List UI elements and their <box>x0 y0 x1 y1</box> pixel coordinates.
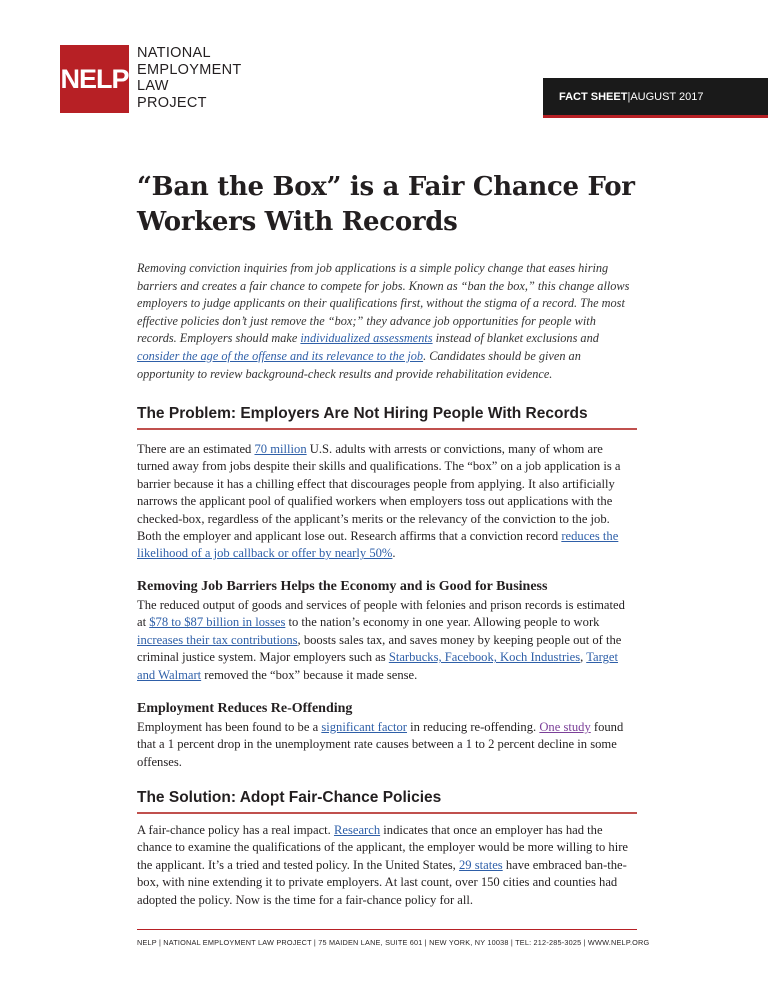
solution-heading: The Solution: Adopt Fair-Chance Policies <box>137 789 637 814</box>
significant-factor-link[interactable]: significant factor <box>321 720 408 734</box>
solution-text: indicates that once an employer has had the chance to examine the qualifications of the applicant, the employer would be more willing to hire the applicant. It’s a tried and tested policy. In the United States, <box>137 823 628 872</box>
callback-reduction-link[interactable]: reduces the likelihood of a job callback or offer by nearly 50% <box>137 529 619 561</box>
logo-line: NATIONAL <box>137 45 211 61</box>
logo-line: LAW <box>137 78 169 94</box>
reoffending-heading: Employment Reduces Re-Offending <box>137 701 353 716</box>
29-states-link[interactable]: 29 states <box>458 857 503 872</box>
age-of-offense-link[interactable]: consider the age of the offense and its relevance to the job <box>137 348 424 363</box>
nelp-logo <box>60 45 242 113</box>
intro-text: . Candidates should be given an opportunity to review background-check results and provide rehabilitation evidence. <box>137 348 581 381</box>
reoffending-text: in reducing re-offending. <box>407 720 540 734</box>
logo-line: PROJECT <box>137 94 207 111</box>
70-million-link[interactable]: 70 million <box>254 442 307 456</box>
solution-paragraph <box>137 822 637 909</box>
reoffending-text: found that a 1 percent drop in the unemployment rate causes between a 1 to 2 percent decline in some offenses. <box>137 720 624 769</box>
reoffending-paragraph <box>137 719 637 771</box>
major-employers-link[interactable]: Starbucks, Facebook, Koch Industries <box>388 650 581 665</box>
economy-text: , boosts sales tax, and saves money by keeping people out of the criminal justice system. Major employers such as <box>137 632 622 665</box>
economy-text: to the nation’s economy in one year. Allowing people to work <box>285 615 600 630</box>
solution-text: have embraced ban-the-box, with nine extending it to private employers. At last count, over 150 cities and counties had adopted the policy. Now is the time for a fair-chance policy for all. <box>137 857 627 907</box>
economy-text: , <box>580 650 587 665</box>
reoffending-text: Employment has been found to be a <box>137 720 322 734</box>
page-title: “Ban the Box” is a Fair Chance For Workers With Records <box>137 172 635 237</box>
economy-text: removed the “box” because it made sense. <box>201 667 418 682</box>
intro-text: Removing conviction inquiries from job applications is a simple policy change that eases hiring barriers and creates a fair chance to compete for jobs. Known as “ban the box,” this change allows employers to judge applicants on their qualifications first, without the stigma of a record. The most effective policies don’t just remove the “box;” they advance job opportunities for people with records. Employers should make <box>137 261 630 346</box>
logo-line: EMPLOYMENT <box>137 61 242 78</box>
fact-sheet-label: FACT SHEET <box>559 90 628 103</box>
individualized-assessments-link[interactable]: individualized assessments <box>300 331 433 346</box>
economy-paragraph <box>137 597 637 684</box>
tax-contributions-link[interactable]: increases their tax contributions <box>137 632 298 647</box>
problem-text: There are an estimated <box>137 442 255 456</box>
solution-text: A fair-chance policy has a real impact. <box>137 823 334 837</box>
intro-text: instead of blanket exclusions and <box>432 331 599 346</box>
one-study-link[interactable]: One study <box>539 720 591 734</box>
problem-heading: The Problem: Employers Are Not Hiring People With Records <box>137 405 637 430</box>
logo-wordmark <box>137 45 242 111</box>
research-link[interactable]: Research <box>333 823 381 837</box>
problem-text: . <box>392 546 396 561</box>
page-footer: NELP | NATIONAL EMPLOYMENT LAW PROJECT | 75 MAIDEN LANE, SUITE 601 | NEW YORK, NY 10038 | TEL: 212-285-3025 | WWW.NELP.ORG <box>137 938 650 947</box>
fact-sheet-date: AUGUST 2017 <box>630 90 704 103</box>
problem-text: U.S. adults with arrests or convictions, many of whom are turned away from jobs despite their skills and qualifications. The “box” on a job application is a barrier because it has a chilling effect that discourages people from applying. It also artificially narrows the applicant pool of qualified workers when employers toss out applications with the checked-box, regardless of the applicant’s merits or the relevancy of the conviction to the job. Both the employer and applicant lose out. Research affirms that a conviction record <box>137 442 621 544</box>
fact-sheet-separator: | <box>627 90 631 103</box>
economy-text: The reduced output of goods and services of people with felonies and prison records is estimated at <box>137 598 625 630</box>
economy-heading: Removing Job Barriers Helps the Economy and is Good for Business <box>137 579 548 594</box>
problem-paragraph <box>137 441 637 563</box>
fact-sheet-bar <box>543 78 768 118</box>
footer-divider <box>137 929 637 930</box>
economic-losses-link[interactable]: $78 to $87 billion in losses <box>149 615 286 630</box>
intro-paragraph <box>137 260 637 383</box>
logo-mark: NELP <box>60 45 129 113</box>
target-walmart-link[interactable]: Target and Walmart <box>137 650 618 682</box>
